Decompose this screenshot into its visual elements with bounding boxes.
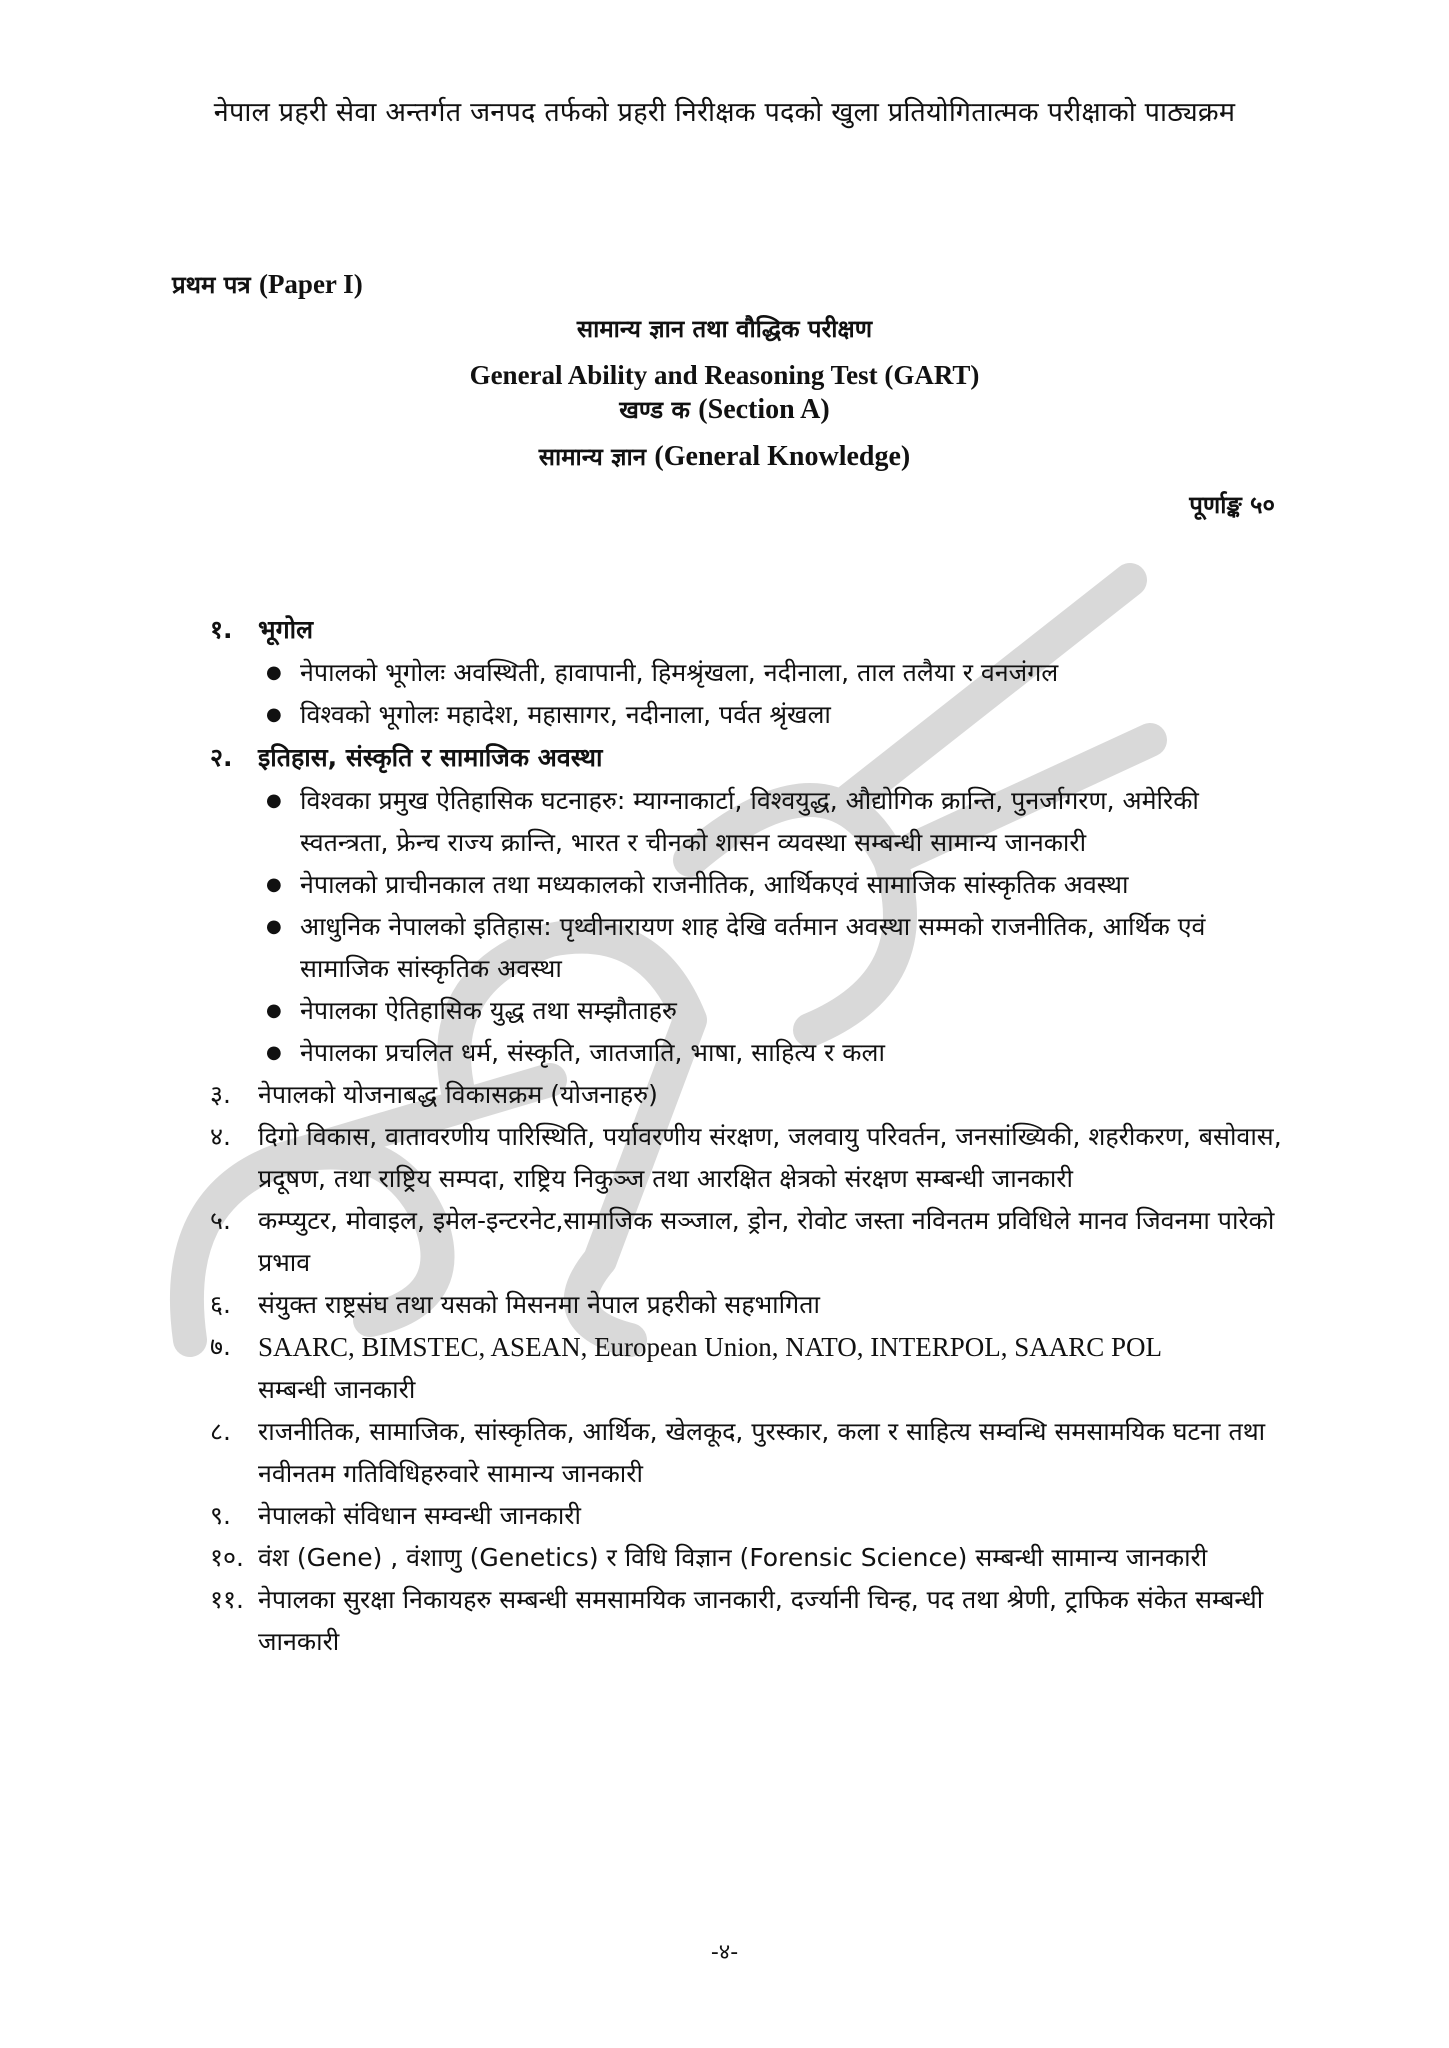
list-item: ७. SAARC, BIMSTEC, ASEAN, European Union, NATO, INTERPOL, SAARC POL सम्बन्धी जानकारी — [210, 1326, 1290, 1411]
section-title: इतिहास, संस्कृति र सामाजिक अवस्था — [258, 743, 603, 772]
paper-label — [172, 268, 363, 301]
list-item: ● विश्वको भूगोलः महादेश, महासागर, नदीनाला, पर्वत श्रृंखला — [266, 694, 1290, 736]
gk-title-np: सामान्य ज्ञान — [538, 443, 647, 471]
paper-label-en: (Paper I) — [258, 269, 363, 299]
page-number: -४- — [710, 1940, 739, 1965]
section-number: १. — [210, 615, 233, 644]
subject-title-en: General Ability and Reasoning Test (GART) — [469, 360, 980, 390]
list-item: ● नेपालको प्राचीनकाल तथा मध्यकालको राजनीतिक, आर्थिकएवं सामाजिक सांस्कृतिक अवस्था — [266, 864, 1290, 906]
list-item: ८. राजनीतिक, सामाजिक, सांस्कृतिक, आर्थिक, खेलकूद, पुरस्कार, कला र साहित्य सम्वन्धि समसामयिक घटना तथा नवीनतम गतिविधिहरुवारे सामान्य जानकारी — [210, 1411, 1290, 1495]
item-number: ११. — [210, 1585, 244, 1614]
bullet-icon: ● — [266, 1042, 282, 1063]
item-number: ८. — [210, 1417, 231, 1446]
bullet-icon: ● — [266, 874, 282, 895]
list-item: ● नेपालको भूगोलः अवस्थिती, हावापानी, हिमश्रृंखला, नदीनाला, ताल तलैया र वनजंगल — [266, 652, 1290, 694]
item-number: ४. — [210, 1122, 231, 1151]
section-heading-geography — [210, 608, 1290, 652]
list-item: १०. वंश (Gene) , वंशाणु (Genetics) र विधि विज्ञान (Forensic Science) सम्बन्धी सामान्य जानकारी — [210, 1537, 1290, 1579]
list-item: ● आधुनिक नेपालको इतिहास: पृथ्वीनारायण शाह देखि वर्तमान अवस्था सम्मको राजनीतिक, आर्थिक एवं सामाजिक सांस्कृतिक अवस्था — [266, 906, 1290, 990]
section-title: भूगोल — [258, 615, 314, 644]
list-item: ● विश्वका प्रमुख ऐतिहासिक घटनाहरु: म्याग्नाकार्टा, विश्वयुद्ध, औद्योगिक क्रान्ति, पुनर्जागरण, अमेरिकी स्वतन्त्रता, फ्रेन्च राज्य क्रान्ति, भारत र चीनको शासन व्यवस्था सम्बन्धी सामान्य जानकारी — [266, 780, 1290, 864]
list-item: ● नेपालका प्रचलित धर्म, संस्कृति, जातजाति, भाषा, साहित्य र कला — [266, 1032, 1290, 1074]
item-number: ९. — [210, 1501, 231, 1530]
list-item: ३. नेपालको योजनाबद्ध विकासक्रम (योजनाहरु) — [210, 1074, 1290, 1116]
document-header: नेपाल प्रहरी सेवा अन्तर्गत जनपद तर्फको प्रहरी निरीक्षक पदको खुला प्रतियोगितात्मक परीक्षाको पाठ्यक्रम — [213, 97, 1236, 128]
paper-label-np: प्रथम पत्र — [172, 271, 251, 299]
list-item: ९. नेपालको संविधान सम्वन्धी जानकारी — [210, 1495, 1290, 1537]
item-number: १०. — [210, 1543, 244, 1572]
item-number: ७. — [210, 1332, 231, 1361]
bullet-icon: ● — [266, 790, 282, 811]
syllabus-content — [210, 608, 1290, 1663]
section-number: २. — [210, 743, 233, 772]
list-item: ६. संयुक्त राष्ट्रसंघ तथा यसको मिसनमा नेपाल प्रहरीको सहभागिता — [210, 1284, 1290, 1326]
list-item: ११. नेपालका सुरक्षा निकायहरु सम्बन्धी समसामयिक जानकारी, दर्ज्यानी चिन्ह, पद तथा श्रेणी, ट्राफिक संकेत सम्बन्धी जानकारी — [210, 1579, 1290, 1663]
item-number: ६. — [210, 1290, 231, 1319]
gk-title-en: (General Knowledge) — [654, 441, 911, 472]
bullet-icon: ● — [266, 704, 282, 725]
list-item: ४. दिगो विकास, वातावरणीय पारिस्थिति, पर्यावरणीय संरक्षण, जलवायु परिवर्तन, जनसांख्यिकी, शहरीकरण, बसोवास, प्रदूषण, तथा राष्ट्रिय सम्पदा, राष्ट्रिय निकुञ्ज तथा आरक्षित क्षेत्रको संरक्षण सम्बन्धी जानकारी — [210, 1116, 1290, 1200]
list-item: ● नेपालका ऐतिहासिक युद्ध तथा सम्झौताहरु — [266, 990, 1290, 1032]
bullet-icon: ● — [266, 1000, 282, 1021]
org-list: SAARC, BIMSTEC, ASEAN, European Union, NATO, INTERPOL, SAARC POL — [258, 1332, 1163, 1362]
section-heading-history — [210, 736, 1290, 780]
gk-title — [0, 440, 1449, 473]
item-number: ५. — [210, 1206, 231, 1235]
bullet-icon: ● — [266, 662, 282, 683]
full-marks: पूर्णाङ्क ५० — [1189, 491, 1275, 519]
section-title-np: खण्ड क — [619, 396, 690, 424]
section-title-en: (Section A) — [698, 394, 830, 425]
item-number: ३. — [210, 1080, 231, 1109]
subject-title-np: सामान्य ज्ञान तथा वौद्धिक परीक्षण — [576, 315, 873, 343]
list-item: ५. कम्प्युटर, मोवाइल, इमेल-इन्टरनेट,सामाजिक सञ्जाल, ड्रोन, रोवोट जस्ता नविनतम प्रविधिले मानव जिवनमा पारेको प्रभाव — [210, 1200, 1290, 1284]
bullet-icon: ● — [266, 916, 282, 937]
section-title — [0, 393, 1449, 426]
